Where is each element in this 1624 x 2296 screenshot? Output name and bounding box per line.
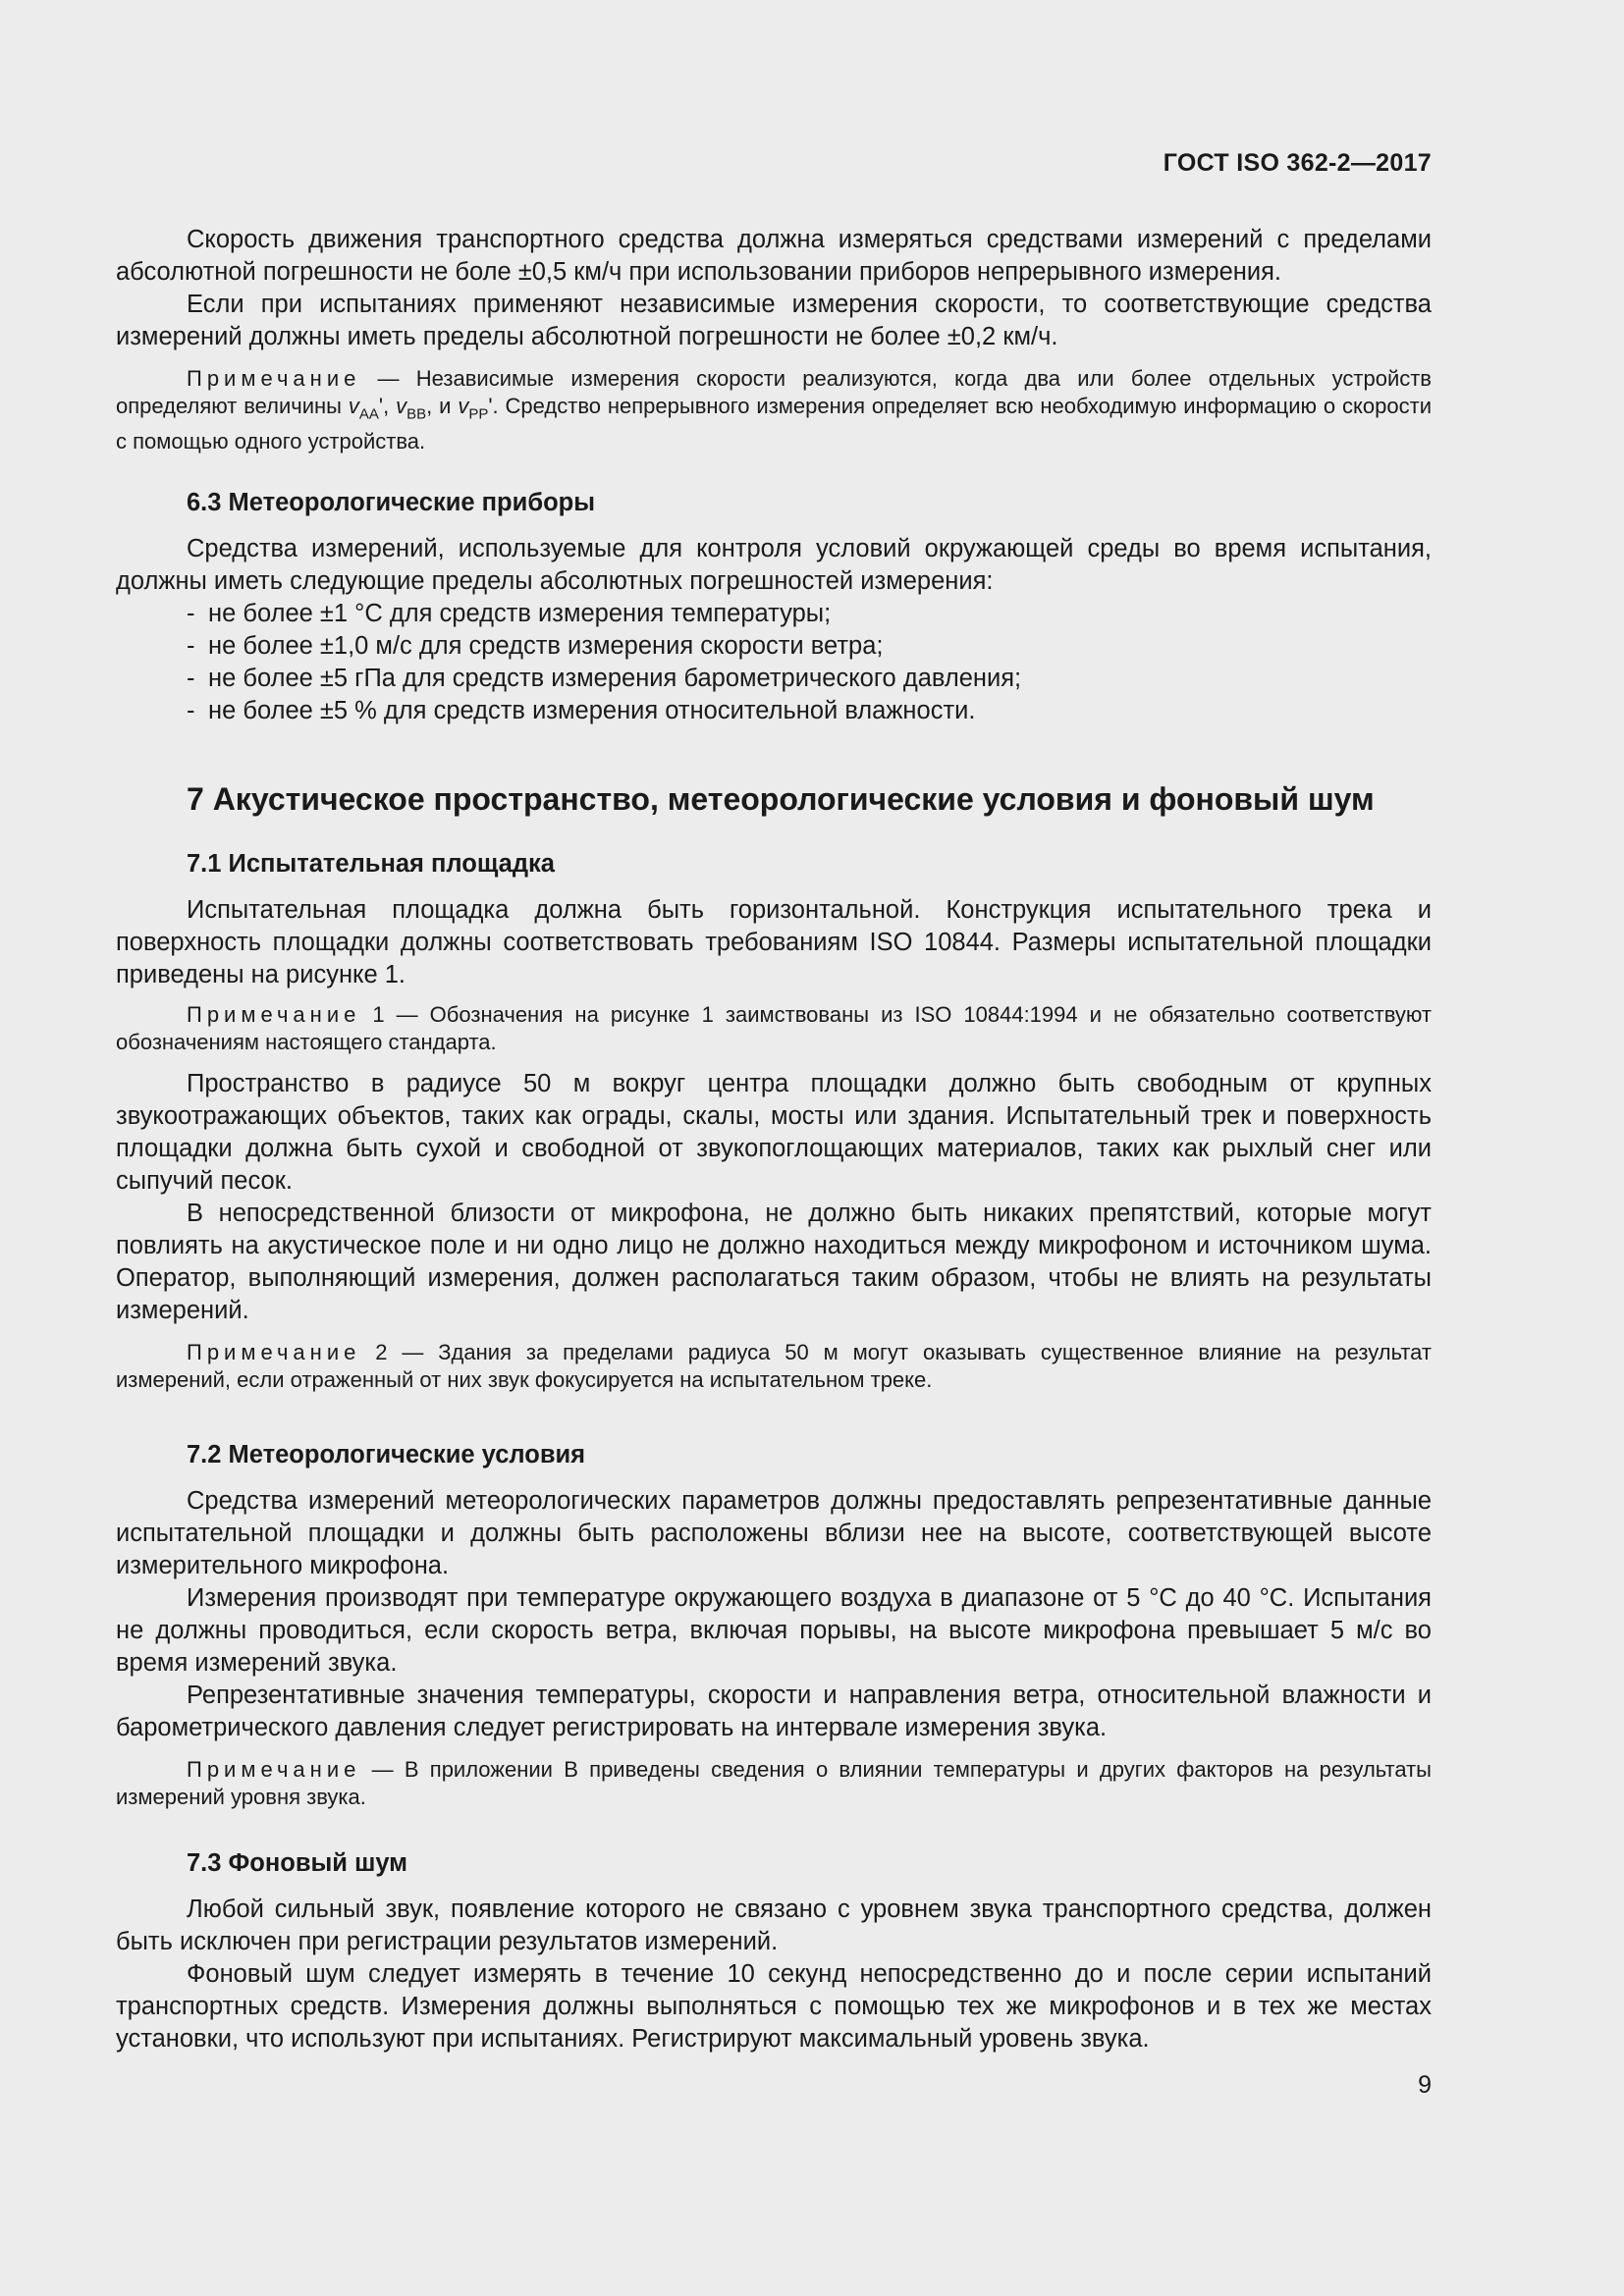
- note-label: Примечание: [187, 1002, 361, 1027]
- paragraph: Если при испытаниях применяют независимые измерения скорости, то соответствующие средства измерений должны иметь пределы абсолютной погрешности не более ±0,2 км/ч.: [116, 291, 1432, 350]
- note-label: Примечание: [187, 366, 361, 391]
- paragraph: Скорость движения транспортного средства должна измеряться средствами измерений с пределами абсолютной погрешности не боле ±0,5 км/ч при использовании приборов непрерывного измерения.: [116, 226, 1432, 286]
- chapter-title: 7 Акустическое пространство, метеорологические условия и фоновый шум: [187, 781, 1375, 817]
- section-7-1: [116, 850, 1432, 1394]
- section-6-3: [116, 489, 1432, 727]
- section-title: 7.1 Испытательная площадка: [187, 850, 555, 878]
- paragraph: Репрезентативные значения температуры, скорости и направления ветра, относительной влажности и барометрического давления следует регистрировать на интервале измерения звука.: [116, 1682, 1432, 1741]
- paragraph: Средства измерений метеорологических параметров должны предоставлять репрезентативные данные испытательной площадки и должны быть расположены вблизи нее на высоте, соответствующей высоте измерительного микрофона.: [116, 1487, 1432, 1579]
- paragraph: Измерения производят при температуре окружающего воздуха в диапазоне от 5 °С до 40 °С. Испытания не должны проводиться, если скорость ветра, включая порывы, на высоте микрофона превышает 5 м/с во время измерений звука.: [116, 1584, 1432, 1677]
- paragraph: В непосредственной близости от микрофона, не должно быть никаких препятствий, которые могут повлиять на акустическое поле и ни одно лицо не должно находиться между микрофоном и источником шума. Оператор, выполняющий измерения, должен располагаться таким образом, чтобы не влиять на результаты измерений.: [116, 1200, 1432, 1324]
- section-7-2: [116, 1441, 1432, 1811]
- section-title: 7.2 Метеорологические условия: [187, 1441, 586, 1468]
- speed-requirements: [116, 224, 1432, 455]
- list-item: - не более ±1 °С для средств измерения температуры;: [187, 598, 1432, 630]
- standard-header: ГОСТ ISO 362-2—2017: [1163, 149, 1432, 177]
- note: Примечание — Независимые измерения скорости реализуются, когда два или более отдельных устройств определяют величины $v_{AA}'$, $v_{BB}$, и $v_{PP}'$. Средство непрерывного измерения определяет всю необходимую информацию о скорости с помощью одного устройства.: [116, 366, 1432, 454]
- page-number: 9: [1418, 2071, 1432, 2099]
- note-label: Примечание: [187, 1757, 361, 1782]
- accuracy-list: [116, 598, 1432, 727]
- paragraph: Средства измерений, используемые для контроля условий окружающей среды во время испытания, должны иметь следующие пределы абсолютных погрешностей измерения:: [116, 535, 1432, 595]
- list-item: - не более ±5 % для средств измерения относительной влажности.: [187, 695, 1432, 727]
- paragraph: Любой сильный звук, появление которого не связано с уровнем звука транспортного средства, должен быть исключен при регистрации результатов измерений.: [116, 1896, 1432, 1955]
- paragraph: Фоновый шум следует измерять в течение 10 секунд непосредственно до и после серии испытаний транспортных средств. Измерения должны выполняться с помощью тех же микрофонов и в тех же местах установки, что используют при испытаниях. Регистрируют максимальный уровень звука.: [116, 1960, 1432, 2053]
- note-2: Примечание 2 — Здания за пределами радиуса 50 м могут оказывать существенное влияние на результат измерений, если отраженный от них звук фокусируется на испытательном треке.: [116, 1340, 1432, 1392]
- paragraph: Испытательная площадка должна быть горизонтальной. Конструкция испытательного трека и поверхность площадки должны соответствовать требованиям ISO 10844. Размеры испытательной площадки приведены на рисунке 1.: [116, 896, 1432, 988]
- note-label: Примечание: [187, 1340, 361, 1364]
- note: Примечание — В приложении В приведены сведения о влиянии температуры и других факторов на результаты измерений уровня звука.: [116, 1757, 1432, 1809]
- section-7: [116, 781, 1432, 818]
- paragraph: Пространство в радиусе 50 м вокруг центра площадки должно быть свободным от крупных звукоотражающих объектов, таких как ограды, скалы, мосты или здания. Испытательный трек и поверхность площадки должна быть сухой и свободной от звукопоглощающих материалов, таких как рыхлый снег или сыпучий песок.: [116, 1070, 1432, 1195]
- section-title: 7.3 Фоновый шум: [187, 1849, 408, 1877]
- section-7-3: [116, 1849, 1432, 2056]
- list-item: - не более ±1,0 м/с для средств измерения скорости ветра;: [187, 630, 1432, 663]
- section-title: 6.3 Метеорологические приборы: [187, 489, 595, 516]
- note-1: Примечание 1 — Обозначения на рисунке 1 заимствованы из ISO 10844:1994 и не обязательно соответствуют обозначениям настоящего стандарта.: [116, 1002, 1432, 1054]
- list-item: - не более ±5 гПа для средств измерения барометрического давления;: [187, 663, 1432, 695]
